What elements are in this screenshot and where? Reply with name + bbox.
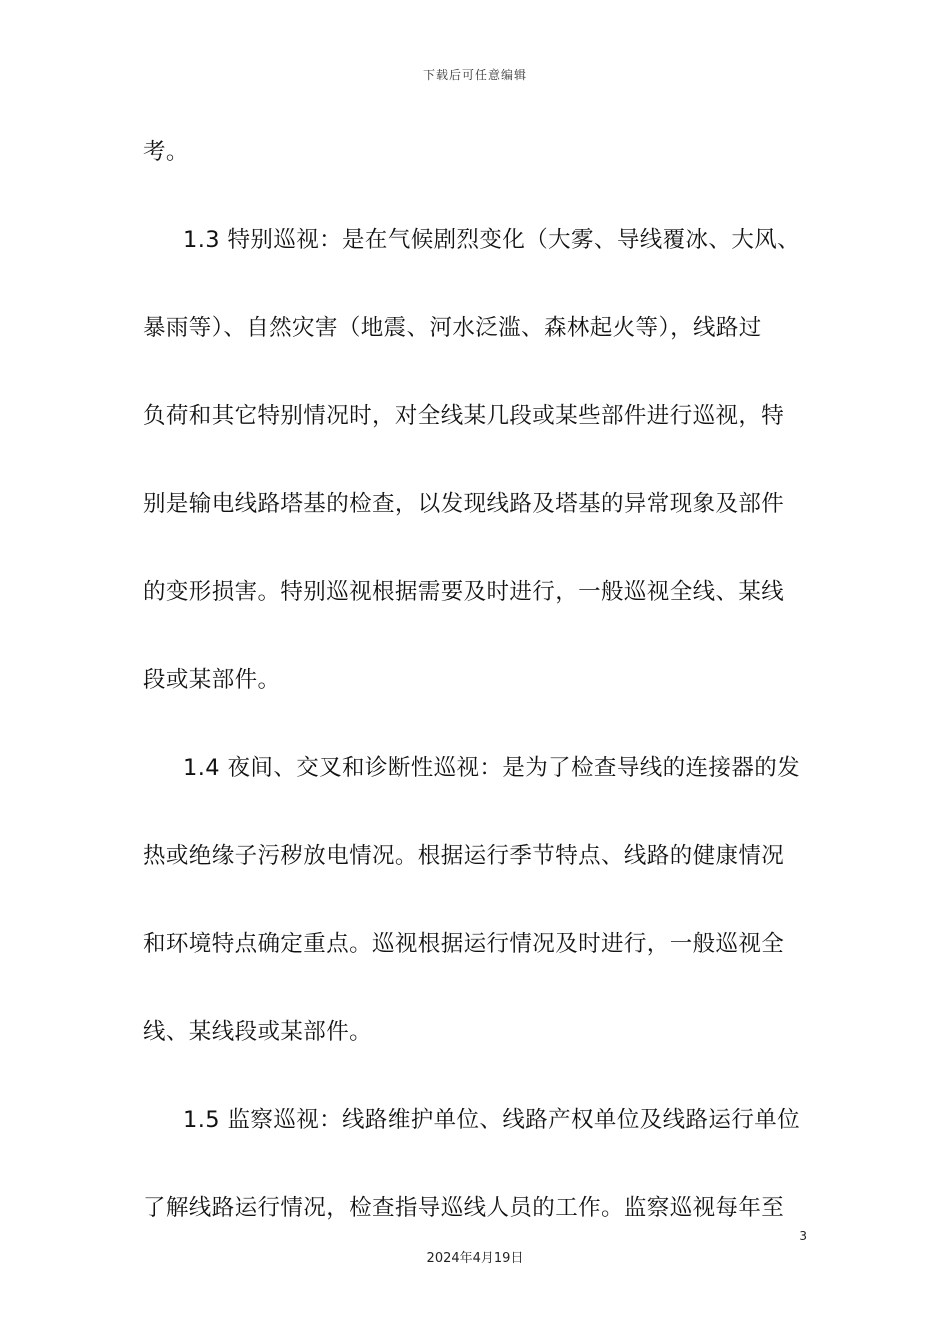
document-body: [143, 130, 805, 1274]
text-line: 负荷和其它特别情况时，对全线某几段或某些部件进行巡视，特: [143, 403, 785, 429]
paragraph-1-4-start: 1.4 夜间、交叉和诊断性巡视：是为了检查导线的连接器的发: [183, 755, 801, 781]
footer-date: 2024年4月19日: [426, 1251, 524, 1266]
text-line: 线、某线段或某部件。: [143, 1019, 373, 1045]
text-line: 段或某部件。: [143, 667, 281, 693]
text-line: 别是输电线路塔基的检查，以发现线路及塔基的异常现象及部件: [143, 491, 785, 517]
text-line: 考。: [143, 139, 189, 165]
page-header: 下载后可任意编辑: [422, 68, 527, 82]
text-line: 的变形损害。特别巡视根据需要及时进行，一般巡视全线、某线: [143, 579, 785, 605]
paragraph-1-3-start: 1.3 特别巡视：是在气候剧烈变化（大雾、导线覆冰、大风、: [183, 227, 801, 253]
paragraph-1-5-start: 1.5 监察巡视：线路维护单位、线路产权单位及线路运行单位: [183, 1107, 801, 1133]
page-number: 3: [799, 1229, 807, 1243]
text-line: 暴雨等）、自然灾害（地震、河水泛滥、森林起火等），线路过: [143, 315, 762, 341]
text-line: 了解线路运行情况，检查指导巡线人员的工作。监察巡视每年至: [143, 1195, 785, 1221]
text-line: 热或绝缘子污秽放电情况。根据运行季节特点、线路的健康情况: [143, 843, 785, 869]
text-line: 和环境特点确定重点。巡视根据运行情况及时进行，一般巡视全: [143, 931, 785, 957]
